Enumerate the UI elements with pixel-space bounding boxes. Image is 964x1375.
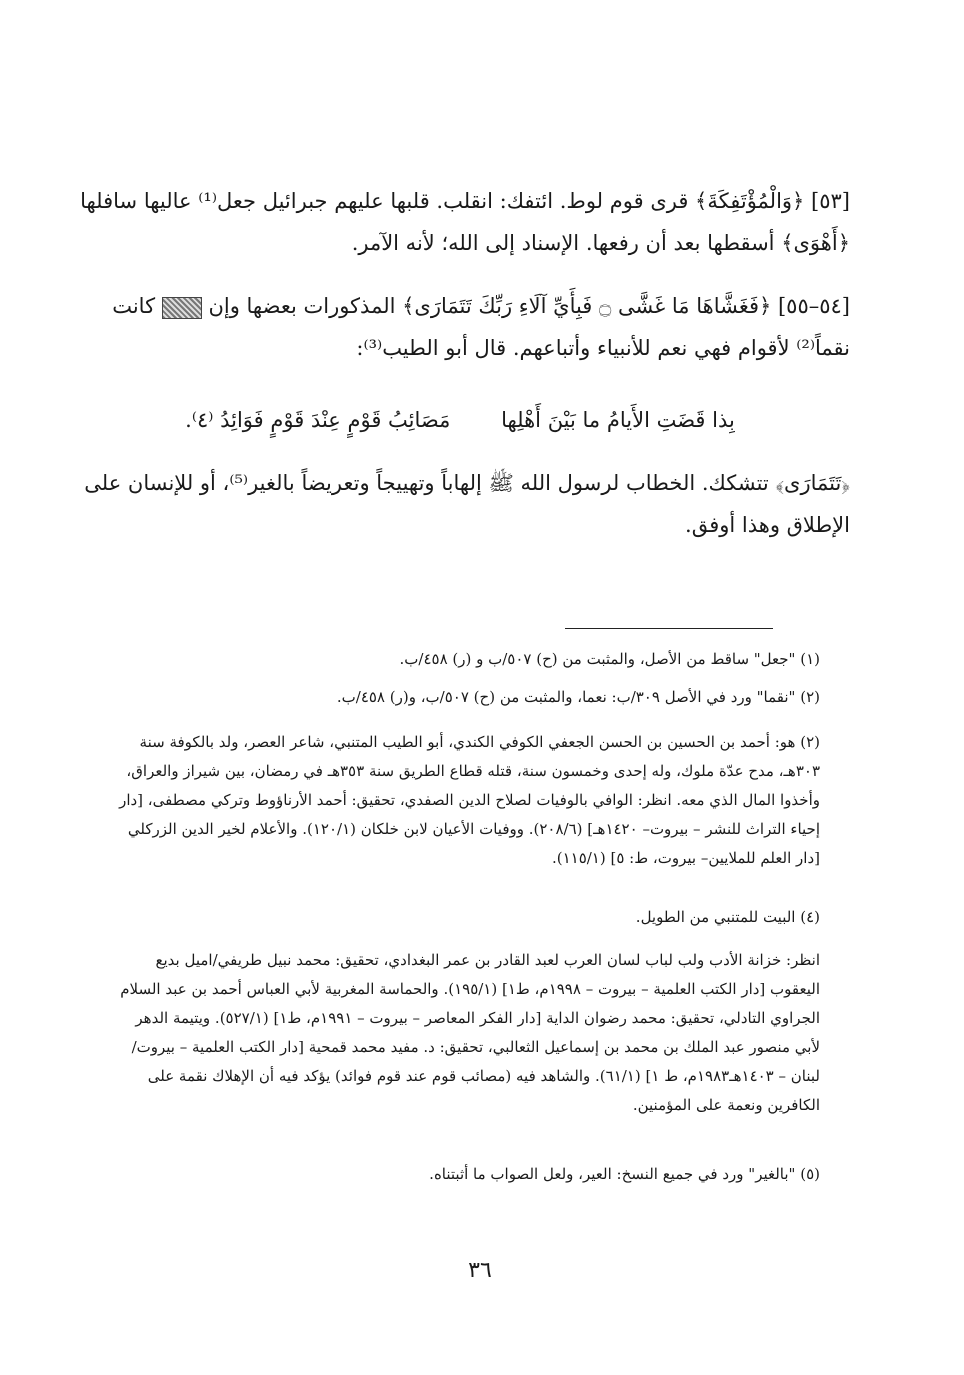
footnote-4: (٤) البيت للمتنبي من الطويل. <box>635 908 820 926</box>
paragraph-53: [٥٣] ﴿وَالْمُؤْتَفِكَةَ﴾ قرى قوم لوط. ائتفك: انقلب. قلبها عليهم جبرائيل جعل⁽¹⁾ عاليها سافلها ﴿أَهْوَى﴾ أسقطها بعد أن رفعها. الإسناد إلى الله؛ لأنه الآمر. <box>80 189 850 255</box>
footnote-1: (١) "جعل" ساقط من الأصل، والمثبت من (ح) ٥٠٧/ب و (ر) ٤٥٨/ب. <box>399 650 820 668</box>
footnote-2: (٢) "نقما" ورد في الأصل ٣٠٩/ب: نعما، والمثبت من (ح) ٥٠٧/ب، و(ر) ٤٥٨/ب. <box>336 688 820 706</box>
paragraph-54-55-part2: كانت نقماً⁽²⁾ لأقوام فهي نعم للأنبياء وأتباعهم. قال أبو الطيب⁽³⁾: <box>112 294 850 360</box>
page-number: ٣٦ <box>468 1258 492 1283</box>
paragraph-54-55-part1: [٥٤–٥٥] ﴿فَغَشَّاهَا مَا غَشَّى ۝ فَبِأَيِّ آلَاءِ رَبِّكَ تَتَمَارَى﴾ المذكورات بعضها وإن <box>208 294 850 318</box>
footnote-3: (٢) هو: أحمد بن الحسين بن الحسن الجعفي الكوفي الكندي، أبو الطيب المتنبي، شاعر العصر، ولد بالكوفة سنة ٣٠٣هـ، مدح عدّة ملوك، وله إحدى وخمسون سنة، قتله قطاع الطريق سنة ٣٥٣هـ في رمضان، بين شيراز والعراق، وأخذوا المال الذي معه. انظر: الوافي بالوفيات لصلاح الدين الصفدي، تحقيق: أحمد الأرناؤوط وتركي مصطفى، [دار إحياء التراث للنشر – بيروت– ١٤٢٠هـ] (٢٠٨/٦). ووفيات الأعيان لابن خلكان (١٢٠/١). والأعلام لخير الدين الزركلي [دار العلم للملايين– بيروت، ط: ٥] (١١٥/١). <box>119 733 820 867</box>
stamp-icon <box>162 297 202 319</box>
footnote-5: (٥) "بالغير" ورد في جميع النسخ: العير، ولعل الصواب ما أثبتناه. <box>429 1165 820 1183</box>
verse-hemistich-1: بِذا قَضَتِ الأَيامُ ما بَيْنَ أَهْلِها <box>501 408 735 432</box>
footnote-4-sources: انظر: خزانة الأدب ولب لباب لسان العرب لعبد القادر بن عمر البغدادي، تحقيق: محمد نبيل طريفي/اميل بديع اليعقوب [دار الكتب العلمية – بيروت – ١٩٩٨م، ط١] (١٩٥/١). والحماسة المغربية لأبي العباس أحمد بن عبد السلام الجراوي التادلي، تحقيق: محمد رضوان الداية [دار الفكر المعاصر – بيروت – ١٩٩١م، ط١] (٥٢٧/١). ويتيمة الدهر لأبي منصور عبد الملك بن محمد بن إسماعيل الثعالبي، تحقيق: د. مفيد محمد قمحية [دار الكتب العلمية – بيروت/لبنان – ١٤٠٣هـ١٩٨٣م، ط ١] (٦١/١). والشاهد فيه (مصائب قوم عند قوم فوائد) يؤكد فيه أن الإهلاك نقمة على الكافرين ونعمة على المؤمنين. <box>120 951 820 1114</box>
footnote-divider <box>565 628 773 629</box>
poetry-verse <box>150 400 770 440</box>
paragraph-tatamara: ﴿تَتَمَارَى﴾ تتشكك. الخطاب لرسول الله ﷺ إلهاباً وتهييجاً وتعريضاً بالغير⁽⁵⁾، أو للإنسان على الإطلاق وهذا أوفق. <box>84 471 850 537</box>
paragraph-54-55 <box>70 285 850 369</box>
verse-hemistich-2: مَصَائِبُ قَوْمٍ عِنْدَ قَوْمٍ فَوَائِدُ ⁽٤⁾. <box>185 408 451 432</box>
